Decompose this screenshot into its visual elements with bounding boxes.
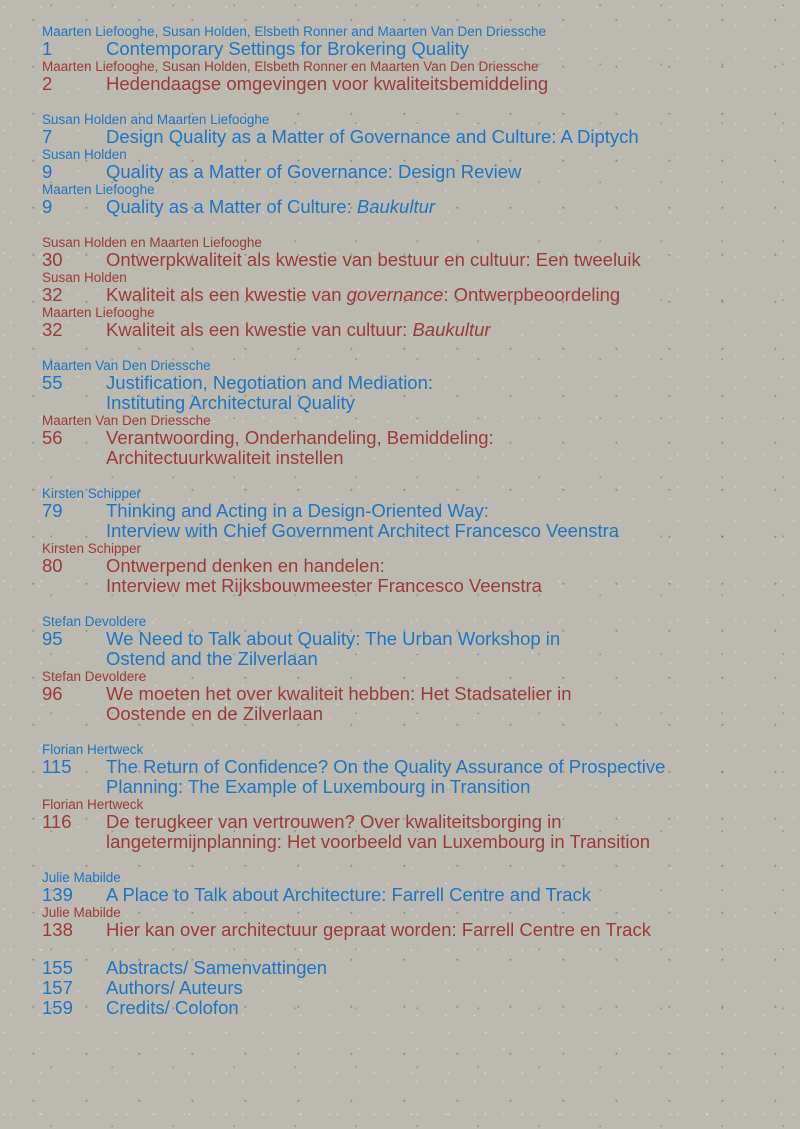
entry-page-number: 1 <box>42 38 53 59</box>
entry-title <box>42 629 782 669</box>
toc-entry[interactable] <box>42 870 782 905</box>
entry-title-italic: Baukultur <box>356 196 436 217</box>
toc-section <box>42 112 782 217</box>
entry-page-number: 96 <box>42 683 63 704</box>
entry-title <box>42 920 782 940</box>
entry-title-line: Interview met Rijksbouwmeester Francesco Veenstra <box>106 575 542 596</box>
toc-section <box>42 742 782 852</box>
entry-title-line: De terugkeer van vertrouwen? Over kwaliteitsborging in <box>106 811 562 832</box>
entry-author: Maarten Liefooghe <box>42 182 155 197</box>
entry-title-line: Oostende en de Zilverlaan <box>106 703 323 724</box>
toc-entry[interactable] <box>42 305 782 340</box>
entry-page-number: 7 <box>42 126 53 147</box>
entry-title <box>42 320 782 340</box>
entry-page-number: 79 <box>42 500 63 521</box>
entry-page-number: 55 <box>42 372 63 393</box>
entry-author: Susan Holden <box>42 147 127 162</box>
entry-author: Julie Mabilde <box>42 870 121 885</box>
toc-entry[interactable] <box>42 905 782 940</box>
entry-title-line: Thinking and Acting in a Design-Oriented Way: <box>106 500 489 521</box>
toc-section <box>42 358 782 468</box>
entry-title-line: Verantwoording, Onderhandeling, Bemiddeling: <box>106 427 494 448</box>
entry-title: Authors/ Auteurs <box>106 977 243 998</box>
entry-line <box>42 757 782 797</box>
end-matter-entry[interactable] <box>42 978 782 998</box>
entry-title-line: The Return of Confidence? On the Quality Assurance of Prospective <box>106 756 666 777</box>
entry-title-line: Ostend and the Zilverlaan <box>106 648 318 669</box>
entry-page-number: 115 <box>42 756 72 777</box>
entry-title <box>42 556 782 596</box>
entry-page-number: 80 <box>42 555 63 576</box>
end-matter-entry[interactable] <box>42 998 782 1018</box>
entry-page-number: 9 <box>42 196 53 217</box>
entry-line <box>42 885 782 905</box>
entry-title <box>42 885 782 905</box>
entry-author: Maarten Van Den Driessche <box>42 413 211 428</box>
entry-title <box>42 250 782 270</box>
entry-title-italic: Baukultur <box>412 319 491 340</box>
entry-page-number: 32 <box>42 284 63 305</box>
entry-title <box>42 127 782 147</box>
entry-title <box>42 39 782 59</box>
entry-line <box>42 501 782 541</box>
entry-page-number: 116 <box>42 811 72 832</box>
entry-title-text: Kwaliteit als een kwestie van <box>106 284 347 305</box>
entry-title-line: Quality as a Matter of Governance: Design Review <box>106 161 522 182</box>
table-of-contents <box>42 24 782 1036</box>
toc-entry[interactable] <box>42 797 782 852</box>
entry-line <box>42 39 782 59</box>
toc-entry[interactable] <box>42 235 782 270</box>
toc-section <box>42 235 782 340</box>
entry-line <box>42 127 782 147</box>
entry-title-line: We moeten het over kwaliteit hebben: Het Stadsatelier in <box>106 683 572 704</box>
toc-entry[interactable] <box>42 182 782 217</box>
entry-author: Susan Holden <box>42 270 127 285</box>
entry-line <box>42 556 782 596</box>
entry-title <box>42 373 782 413</box>
entry-title-line: Instituting Architectural Quality <box>106 392 355 413</box>
entry-title-line: Hier kan over architectuur gepraat worden: Farrell Centre en Track <box>106 919 651 940</box>
entry-page-number: 139 <box>42 884 73 905</box>
entry-title <box>42 684 782 724</box>
entry-title <box>42 428 782 468</box>
entry-author: Stefan Devoldere <box>42 669 147 684</box>
entry-title-text: : Ontwerpbeoordeling <box>443 284 621 305</box>
entry-title <box>42 74 782 94</box>
entry-title: Abstracts/ Samenvattingen <box>106 957 328 978</box>
entry-author: Maarten Liefooghe, Susan Holden, Elsbeth Ronner en Maarten Van Den Driessche <box>42 59 539 74</box>
entry-line <box>42 285 782 305</box>
entry-page-number: 9 <box>42 161 53 182</box>
toc-entry[interactable] <box>42 147 782 182</box>
entry-page-number: 56 <box>42 427 63 448</box>
entry-line <box>42 197 782 217</box>
entry-author: Florian Hertweck <box>42 797 144 812</box>
toc-entry[interactable] <box>42 742 782 797</box>
entry-title <box>42 501 782 541</box>
toc-section <box>42 486 782 596</box>
entry-title-line: Contemporary Settings for Brokering Quality <box>106 38 469 59</box>
entry-author: Stefan Devoldere <box>42 614 147 629</box>
toc-end-matter <box>42 958 782 1018</box>
entry-author: Susan Holden and Maarten Liefooghe <box>42 112 270 127</box>
entry-title-italic: governance <box>346 284 444 305</box>
entry-author: Maarten Van Den Driessche <box>42 358 211 373</box>
entry-title-line <box>106 197 782 217</box>
entry-title-line <box>106 320 782 340</box>
entry-author: Maarten Liefooghe <box>42 305 155 320</box>
toc-entry[interactable] <box>42 413 782 468</box>
entry-line <box>42 920 782 940</box>
entry-page-number: 32 <box>42 319 63 340</box>
toc-entry[interactable] <box>42 486 782 541</box>
entry-title-line <box>106 285 782 305</box>
entry-page-number: 95 <box>42 628 63 649</box>
entry-page-number: 159 <box>42 997 73 1018</box>
entry-title-line: We Need to Talk about Quality: The Urban Workshop in <box>106 628 561 649</box>
entry-page-number: 30 <box>42 249 63 270</box>
entry-page-number: 157 <box>42 977 73 998</box>
entry-line <box>42 684 782 724</box>
entry-title-line: Ontwerpkwaliteit als kwestie van bestuur en cultuur: Een tweeluik <box>106 249 641 270</box>
entry-line <box>42 250 782 270</box>
entry-title-line: Ontwerpend denken en handelen: <box>106 555 385 576</box>
entry-title-line: Justification, Negotiation and Mediation: <box>106 372 434 393</box>
toc-entry[interactable] <box>42 24 782 59</box>
end-matter-entry[interactable] <box>42 958 782 978</box>
toc-entry[interactable] <box>42 112 782 147</box>
entry-author: Florian Hertweck <box>42 742 144 757</box>
entry-title-line: langetermijnplanning: Het voorbeeld van Luxembourg in Transition <box>106 831 651 852</box>
entry-title <box>42 162 782 182</box>
toc-section <box>42 870 782 940</box>
toc-entry[interactable] <box>42 541 782 596</box>
entry-title <box>42 197 782 217</box>
entry-title-line: Hedendaagse omgevingen voor kwaliteitsbemiddeling <box>106 73 549 94</box>
entry-line <box>42 320 782 340</box>
entry-page-number: 2 <box>42 73 53 94</box>
toc-entry[interactable] <box>42 614 782 669</box>
entry-author: Kirsten Schipper <box>42 486 142 501</box>
entry-line <box>42 162 782 182</box>
entry-title <box>42 285 782 305</box>
entry-line <box>42 74 782 94</box>
entry-title <box>42 757 782 797</box>
entry-author: Kirsten Schipper <box>42 541 142 556</box>
entry-author: Julie Mabilde <box>42 905 121 920</box>
entry-author: Susan Holden en Maarten Liefooghe <box>42 235 262 250</box>
entry-line <box>42 812 782 852</box>
toc-entry[interactable] <box>42 270 782 305</box>
entry-title-line: Design Quality as a Matter of Governance and Culture: A Diptych <box>106 126 639 147</box>
entry-title-line: Planning: The Example of Luxembourg in Transition <box>106 776 531 797</box>
entry-page-number: 155 <box>42 957 73 978</box>
toc-entry[interactable] <box>42 358 782 413</box>
entry-line <box>42 629 782 669</box>
toc-section <box>42 24 782 94</box>
entry-author: Maarten Liefooghe, Susan Holden, Elsbeth Ronner and Maarten Van Den Driessche <box>42 24 547 39</box>
entry-page-number: 138 <box>42 919 73 940</box>
entry-title <box>42 812 782 852</box>
entry-title-line: A Place to Talk about Architecture: Farrell Centre and Track <box>106 884 592 905</box>
entry-title: Credits/ Colofon <box>106 997 239 1018</box>
entry-line <box>42 373 782 413</box>
entry-title-line: Interview with Chief Government Architect Francesco Veenstra <box>106 520 620 541</box>
entry-title-text: Quality as a Matter of Culture: <box>106 196 357 217</box>
toc-entry[interactable] <box>42 669 782 724</box>
entry-title-line: Architectuurkwaliteit instellen <box>106 447 344 468</box>
entry-line <box>42 428 782 468</box>
entry-title-text: Kwaliteit als een kwestie van cultuur: <box>106 319 413 340</box>
toc-entry[interactable] <box>42 59 782 94</box>
toc-section <box>42 614 782 724</box>
